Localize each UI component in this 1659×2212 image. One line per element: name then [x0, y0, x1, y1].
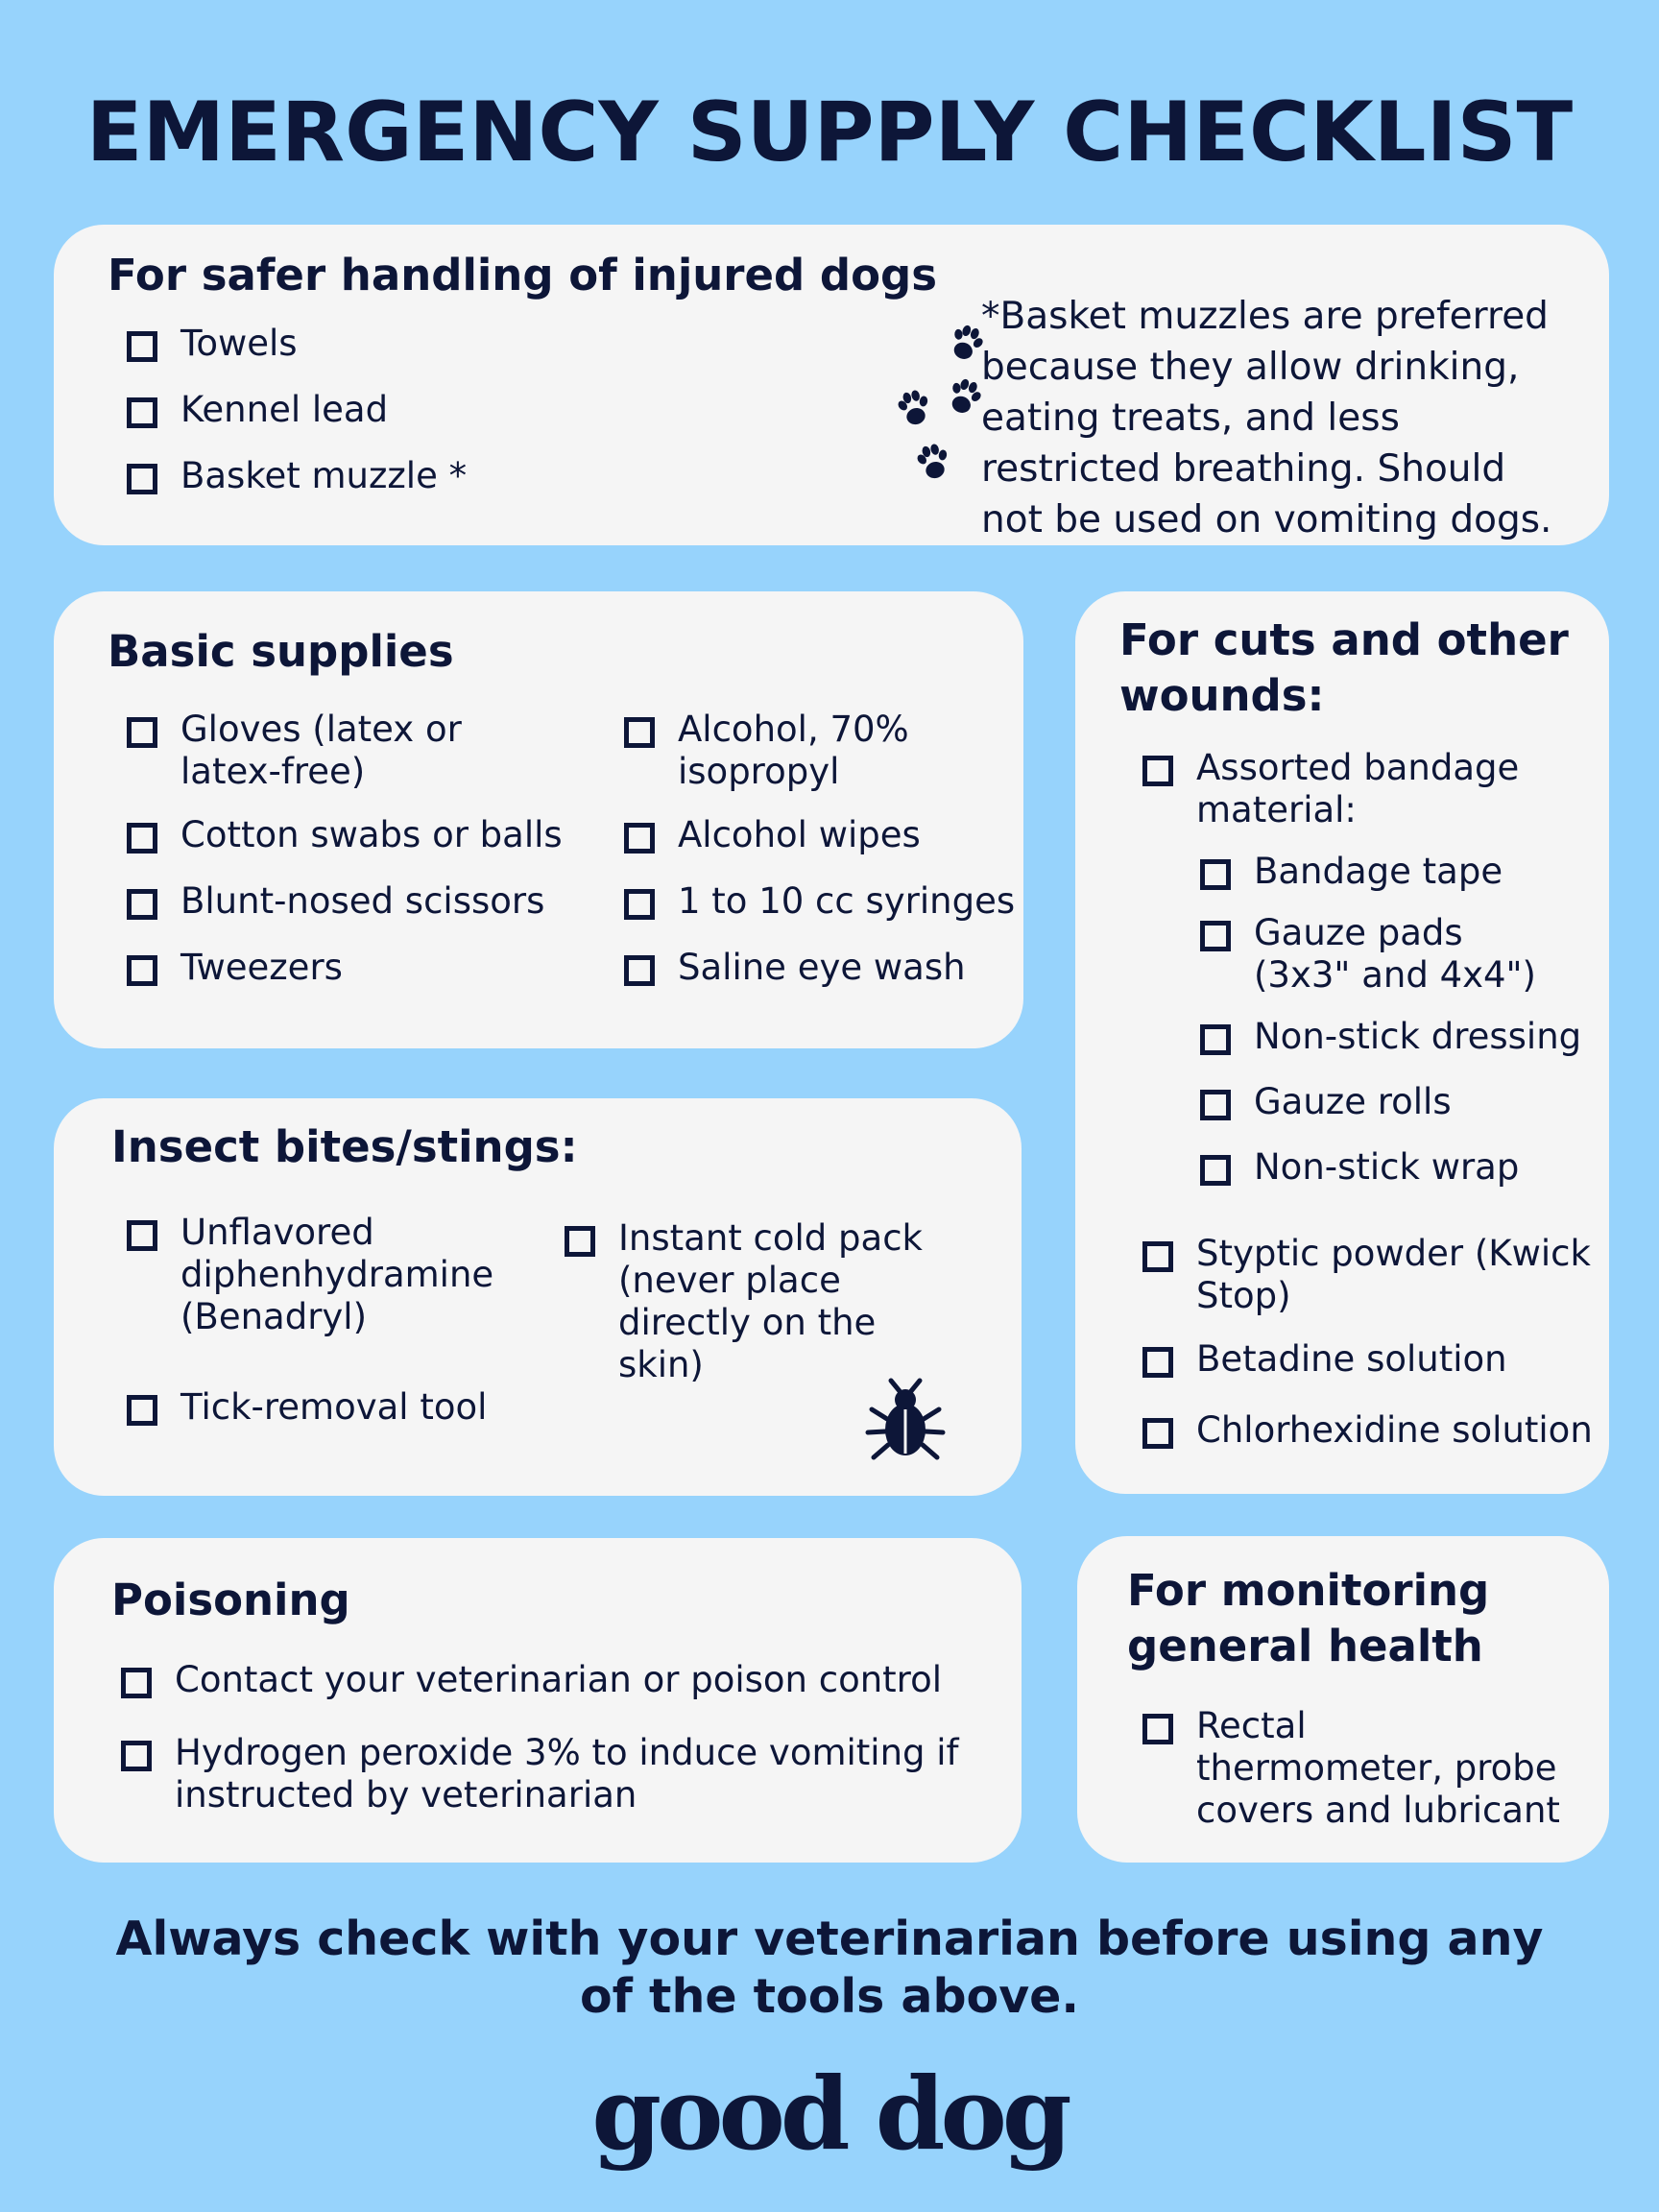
checkbox[interactable] [565, 1226, 595, 1257]
checklist-item[interactable]: Rectal thermometer, probe covers and lubricant [1142, 1705, 1594, 1832]
checkbox[interactable] [127, 889, 157, 920]
checklist-item-basket-muzzle[interactable]: Basket muzzle * [127, 455, 703, 497]
checkbox[interactable] [127, 1220, 157, 1251]
checkbox[interactable] [1142, 1347, 1173, 1378]
checklist-item[interactable]: Blunt-nosed scissors [127, 880, 568, 923]
checklist-item-kennel-lead[interactable]: Kennel lead [127, 389, 703, 431]
basic-supplies-card [54, 591, 1023, 1048]
footer-disclaimer: Always check with your veterinarian before using any of the tools above. [115, 1911, 1544, 2024]
checklist-sub-item[interactable]: Non-stick wrap [1200, 1146, 1603, 1189]
checklist-item[interactable]: Styptic powder (Kwick Stop) [1142, 1233, 1603, 1317]
checkbox[interactable] [127, 717, 157, 748]
handling-heading: For safer handling of injured dogs [108, 250, 938, 301]
checkbox[interactable] [624, 955, 655, 986]
checklist-item[interactable]: Tweezers [127, 947, 568, 989]
checkbox[interactable] [127, 464, 157, 494]
checklist-item[interactable]: Saline eye wash [624, 947, 1008, 989]
checklist-item[interactable]: Alcohol, 70% isopropyl [624, 709, 1008, 793]
insect-bites-card [54, 1098, 1022, 1496]
checklist-item[interactable]: Assorted bandage material: [1142, 747, 1584, 831]
checklist-sub-item[interactable]: Bandage tape [1200, 851, 1603, 893]
checklist-item[interactable]: Betadine solution [1142, 1338, 1603, 1381]
checklist-item[interactable]: Chlorhexidine solution [1142, 1409, 1603, 1452]
checkbox[interactable] [1142, 756, 1173, 786]
muzzle-note: *Basket muzzles are preferred because they allow drinking, eating treats, and less restricted breathing. Should not be used on vomiting dogs. [981, 295, 1552, 541]
checkbox[interactable] [624, 823, 655, 854]
checklist-sub-item[interactable]: Gauze pads (3x3" and 4x4") [1200, 912, 1603, 997]
checklist-item[interactable]: 1 to 10 cc syringes [624, 880, 1027, 923]
checkbox[interactable] [1142, 1241, 1173, 1272]
checklist-item-towels[interactable]: Towels [127, 323, 703, 365]
checkbox[interactable] [127, 955, 157, 986]
checkbox[interactable] [624, 889, 655, 920]
checkbox[interactable] [1200, 921, 1231, 951]
checklist-item[interactable]: Tick-removal tool [127, 1386, 530, 1429]
poisoning-heading: Poisoning [111, 1575, 350, 1625]
checkbox[interactable] [127, 331, 157, 362]
page-title: EMERGENCY SUPPLY CHECKLIST [85, 84, 1574, 180]
checklist-item[interactable]: Contact your veterinarian or poison control [121, 1659, 1004, 1701]
checklist-item[interactable]: Alcohol wipes [624, 814, 1008, 856]
wounds-heading: For cuts and other wounds: [1119, 614, 1569, 721]
checkbox[interactable] [127, 1395, 157, 1426]
checklist-item[interactable]: Instant cold pack (never place directly on the skin) [565, 1217, 949, 1386]
poisoning-card [54, 1538, 1022, 1863]
insect-bites-heading: Insect bites/stings: [111, 1121, 578, 1172]
checkbox[interactable] [1142, 1418, 1173, 1449]
monitoring-heading: For monitoring general health [1127, 1565, 1490, 1671]
checkbox[interactable] [1200, 1090, 1231, 1120]
bug-icon [862, 1377, 949, 1463]
checkbox[interactable] [1142, 1714, 1173, 1744]
brand-logo: good dog [591, 2055, 1068, 2173]
checkbox[interactable] [1200, 1155, 1231, 1186]
checklist-item[interactable]: Unflavored diphenhydramine (Benadryl) [127, 1212, 530, 1338]
checkbox[interactable] [127, 823, 157, 854]
checkbox[interactable] [1200, 1024, 1231, 1055]
checkbox[interactable] [121, 1741, 152, 1771]
checkbox[interactable] [121, 1668, 152, 1698]
checklist-item[interactable]: Hydrogen peroxide 3% to induce vomiting if instructed by veterinarian [121, 1732, 1004, 1816]
checkbox[interactable] [624, 717, 655, 748]
wounds-card [1075, 591, 1609, 1494]
monitoring-card [1077, 1536, 1609, 1863]
checklist-item[interactable]: Cotton swabs or balls [127, 814, 568, 856]
checklist-sub-item[interactable]: Non-stick dressing [1200, 1016, 1603, 1058]
checkbox[interactable] [127, 397, 157, 428]
checkbox[interactable] [1200, 859, 1231, 890]
checklist-item[interactable]: Gloves (latex or latex-free) [127, 709, 568, 793]
basic-supplies-heading: Basic supplies [108, 626, 454, 677]
checklist-sub-item[interactable]: Gauze rolls [1200, 1081, 1603, 1123]
